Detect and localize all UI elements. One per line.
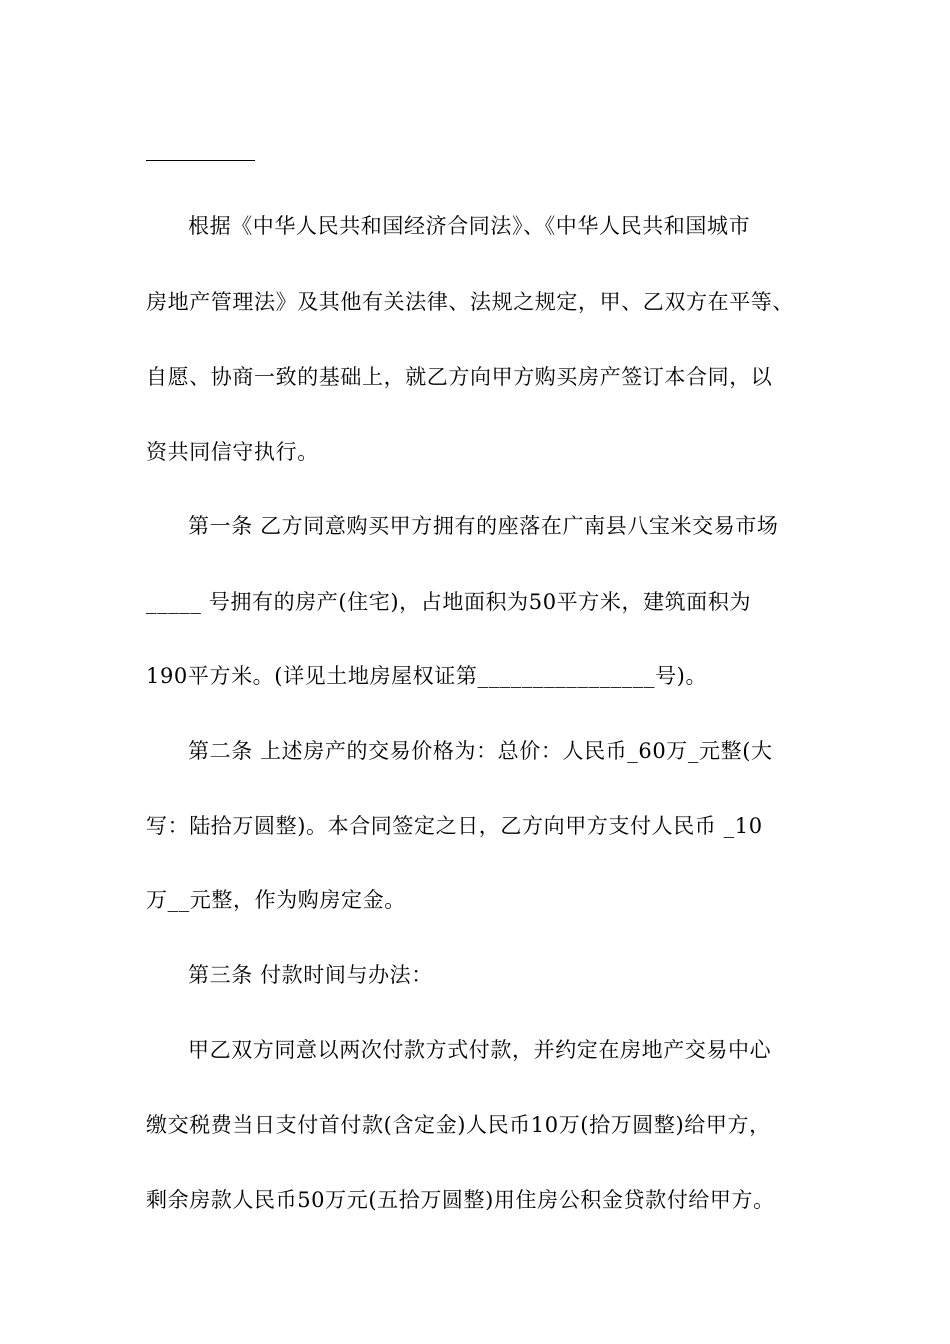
article-1-line: 190平方米。(详见土地房屋权证第________________号)。 bbox=[146, 664, 708, 688]
blank-underline bbox=[146, 160, 255, 161]
article-2-line: 万__元整，作为购房定金。 bbox=[146, 888, 406, 912]
article-3-line: 甲乙双方同意以两次付款方式付款，并约定在房地产交易中心 bbox=[188, 1038, 772, 1062]
paragraph-line: 根据《中华人民共和国经济合同法》、《中华人民共和国城市 bbox=[188, 214, 751, 238]
article-3-heading: 第三条 付款时间与办法： bbox=[188, 963, 433, 987]
paragraph-line: 资共同信守执行。 bbox=[146, 440, 319, 464]
article-3-line: 剩余房款人民币50万元(五拾万圆整)用住房公积金贷款付给甲方。 bbox=[146, 1188, 775, 1212]
paragraph-line: 自愿、协商一致的基础上，就乙方向甲方购买房产签订本合同，以 bbox=[146, 365, 773, 389]
article-2-line: 写：陆拾万圆整)。本合同签定之日，乙方向甲方支付人民币 _10 bbox=[146, 814, 763, 838]
article-1-line: _____ 号拥有的房产(住宅)，占地面积为50平方米，建筑面积为 bbox=[146, 590, 752, 614]
article-2-line: 第二条 上述房产的交易价格为：总价：人民币_60万_元整(大 bbox=[188, 739, 773, 763]
article-1-line: 第一条 乙方同意购买甲方拥有的座落在广南县八宝米交易市场 bbox=[188, 514, 779, 538]
article-3-line: 缴交税费当日支付首付款(含定金)人民币10万(拾万圆整)给甲方， bbox=[146, 1113, 771, 1137]
paragraph-line: 房地产管理法》及其他有关法律、法规之规定，甲、乙双方在平等、 bbox=[146, 290, 794, 314]
